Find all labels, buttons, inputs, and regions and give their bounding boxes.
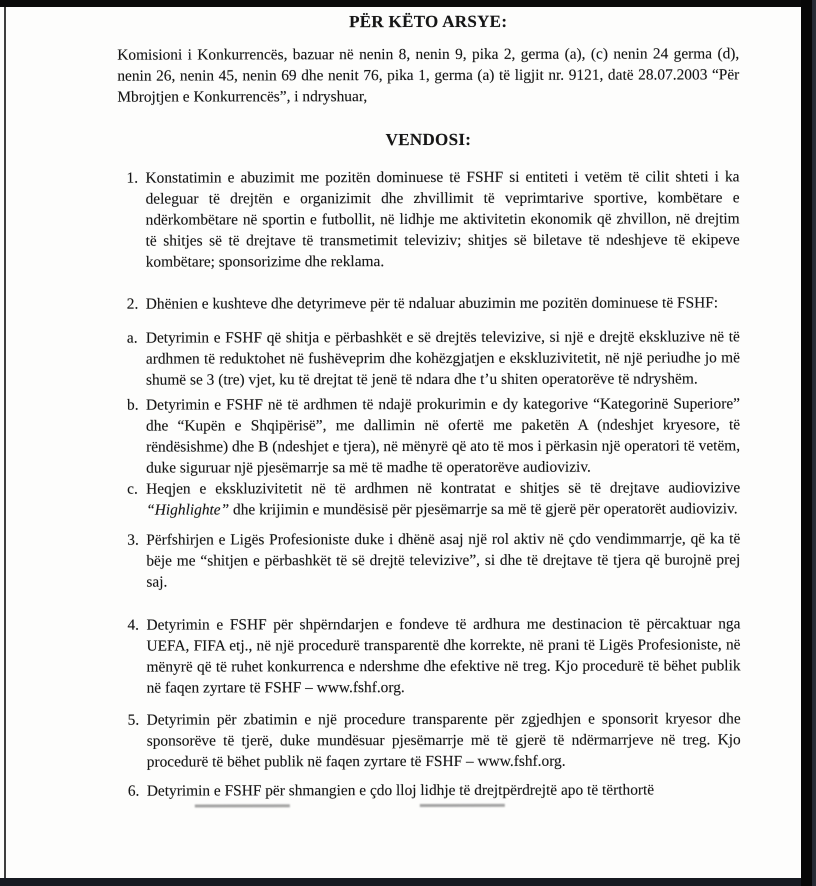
- list-item-text: Përfshirjen e Ligës Profesioniste duke i dhënë asaj një rol aktiv në çdo vendimmarrje, që ka të bëje me “shitjen e përbashkët të së drejtë televizive”, si dhe të drejtave të tjera që burojnë prej saj.: [146, 530, 741, 591]
- list-item-text-post: dhe krijimin e mundësisë për pjesëmarrje sa më të gjerë për operatorët audioviziv.: [229, 500, 738, 519]
- list-item-marker: 2.: [126, 295, 139, 313]
- scan-border-right: [801, 0, 816, 886]
- scan-border-top: [0, 0, 816, 7]
- list-item-marker: 4.: [127, 616, 140, 634]
- list-item-text: [146, 477, 740, 520]
- list-item-3: [118, 528, 740, 592]
- list-item-marker: a.: [126, 329, 138, 347]
- list-item-text-italic: “Highlighte”: [146, 501, 230, 519]
- list-item-marker: c.: [127, 480, 138, 498]
- list-item-6: [119, 779, 741, 801]
- list-item-marker: 6.: [127, 782, 140, 800]
- scan-border-bottom: [0, 878, 816, 886]
- list-item-1: [117, 166, 739, 272]
- document-title: PËR KËTO ARSYE:: [349, 11, 508, 32]
- list-item-text-pre: Heqjen e ekskluzivitetit në të ardhmen në kontratat e shitjes së të drejtave audiovizive: [146, 479, 741, 498]
- list-item-a: [118, 326, 740, 390]
- list-item-text: Detyrimin për zbatimin e një procedure transparente për zgjedhjen e sponsorit kryesor dhe sponsorëve të tjerë, duke mundësuar pjesëmarrje më të gjerë të ndërmarrjeve në treg. Kjo procedurë të bëhet publik në faqen zyrtare të FSHF – www.fshf.org.: [146, 710, 741, 771]
- list-item-text: Detyrimin e FSHF për shpërndarjen e fondeve të ardhura me destinacion të përcaktuar nga UEFA, FIFA etj., në një procedurë transparentë dhe korrekte, në prani të Ligës Profesioniste, në mënyrë që të ruhet konkurrenca e ndershme dhe efektive në treg. Kjo procedurë të bëhet publik në faqen zyrtare të FSHF – www.fshf.org.: [146, 615, 741, 697]
- list-item-text: Detyrimin e FSHF për shmangien e çdo lloj lidhje të drejtpërdrejtë apo të tërthortë: [146, 781, 655, 800]
- list-item-marker: b.: [126, 396, 139, 414]
- intro-paragraph: Komisioni i Konkurrencës, bazuar në nenin 8, nenin 9, pika 2, germa (a), (c) nenin 24 germa (d), nenin 26, nenin 45, nenin 69 dhe nenit 76, pika 1, germa (a) të ligjit nr. 9121, datë 28.07.2003 “Për Mbrojtjen e Konkurrencës”, i ndryshuar,: [117, 45, 740, 106]
- list-item-4: [118, 613, 740, 698]
- list-item-text: Detyrimin e FSHF në të ardhmen të ndajë prokurimin e dy kategorive “Kategorinë Superiore” dhe “Kupën e Shqipërisë”, me dallimin në ofertë me paketën A (ndeshjet kryesore, të rëndësishme) dhe B (ndeshjet e tjera), në mënyrë që ato të mos i përkasin një operatori të vetëm, duke siguruar një pjesëmarrje sa më të madhe të operatorëve audioviziv.: [145, 395, 741, 477]
- list-item-5: [119, 708, 741, 772]
- decision-heading: VENDOSI:: [385, 129, 472, 150]
- list-item-marker: 5.: [127, 711, 140, 729]
- list-item-text: Dhënien e kushteve dhe detyrimeve për të ndaluar abuzimin me pozitën dominuese të FSHF:: [145, 294, 719, 313]
- document-content: [117, 6, 741, 807]
- list-item-marker: 3.: [127, 531, 139, 549]
- list-item-text: Konstatimin e abuzimit me pozitën dominuese të FSHF si entiteti i vetëm të cilit shteti i ka deleguar të drejtën e organizimit dhe zhvillimit të veprimtarive sportive, kombëtare e ndërkombëtare në sportin e futbollit, në lidhje me aktivitetin ekonomik që zhvillon, në drejtim të shitjes së të drejtave të transmetimit televiziv; shitjes së biletave të ndeshjeve të ekipeve kombëtare; sponsorizime dhe reklama.: [145, 168, 740, 271]
- list-item-text: Detyrimin e FSHF që shitja e përbashkët e së drejtës televizive, si një e drejtë ekskluzive në të ardhmen të reduktohet në fushëveprim dhe kohëzgjatjen e ekskluzivitetit, në një periudhe jo më shumë se 3 (tre) vjet, ku të drejtat të jenë të ndara dhe t’u shiten operatorëve të ndryshëm.: [145, 328, 740, 389]
- list-item-b: [118, 393, 740, 478]
- list-item-2: [118, 292, 740, 314]
- clipped-text-remnant: [165, 804, 645, 808]
- list-item-marker: 1.: [126, 169, 139, 187]
- list-item-c: [118, 477, 740, 520]
- scan-border-left: [4, 7, 6, 878]
